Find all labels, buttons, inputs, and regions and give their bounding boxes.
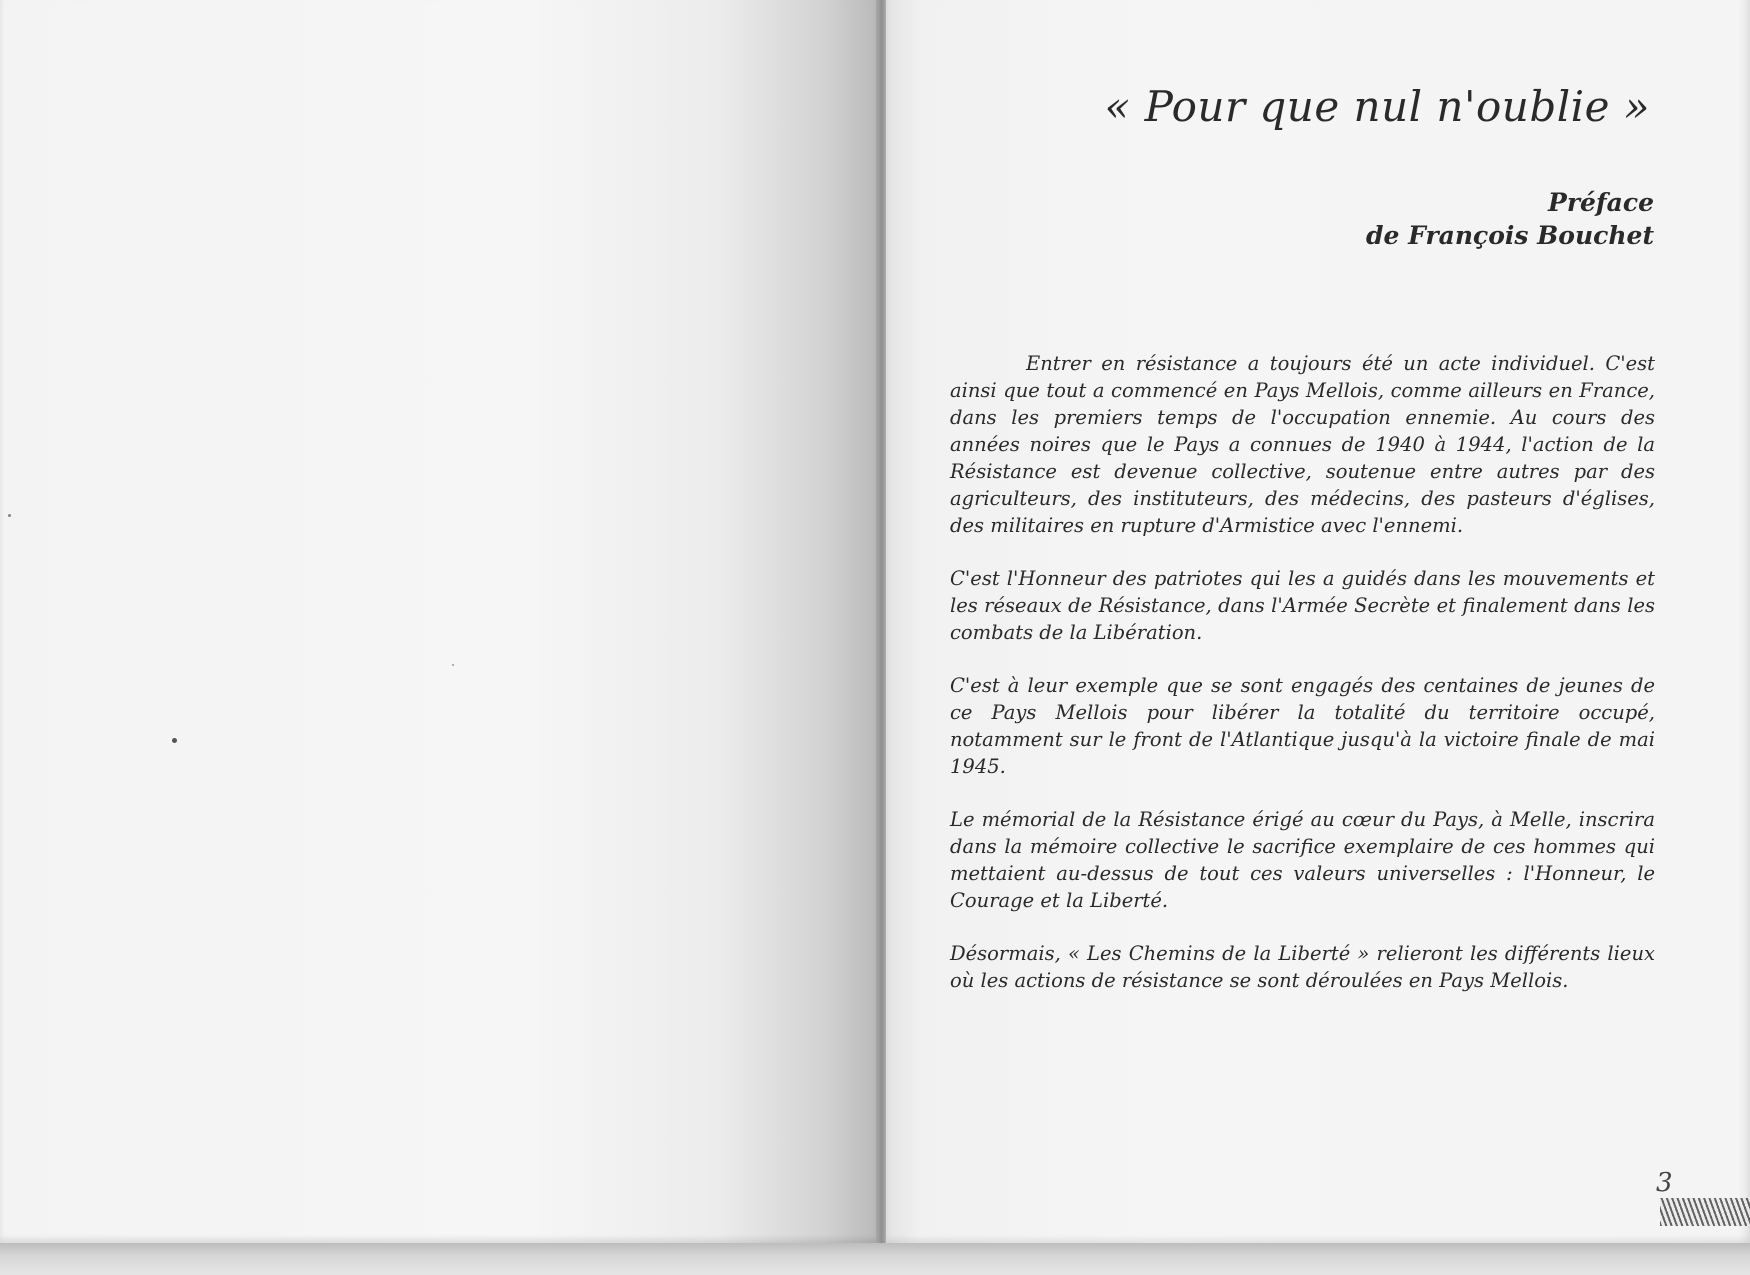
paragraph: Désormais, « Les Chemins de la Liberté » relieront les différents lieux où les actions de résistance se sont déroulées en Pays Mellois. <box>950 942 1655 992</box>
preface-heading <box>1366 186 1654 252</box>
paragraph: C'est à leur exemple que se sont engagés des centaines de jeunes de ce Pays Mellois pour libérer la totalité du territoire occupé, notamment sur le front de l'Atlantique jusqu'à la victoire finale de mai 1945. <box>950 674 1655 778</box>
left-page-blank <box>0 0 878 1243</box>
paragraph: Entrer en résistance a toujours été un acte individuel. C'est ainsi que tout a commencé en Pays Mellois, comme ailleurs en France, dans les premiers temps de l'occupation ennemie. Au cours des années noires que le Pays a connues de 1940 à 1944, l'action de la Résistance est devenue collective, soutenue entre autres par des agriculteurs, des instituteurs, des médecins, des pasteurs d'églises, des militaires en rupture d'Armistice avec l'ennemi. <box>950 352 1655 537</box>
scanner-bottom-edge <box>0 1243 1750 1275</box>
page-edge-shadow <box>1738 0 1750 1243</box>
paper-speck <box>172 738 177 743</box>
paper-speck <box>8 514 11 517</box>
page-title: « Pour que nul n'oublie » <box>1104 82 1650 131</box>
paragraph: Le mémorial de la Résistance érigé au cœur du Pays, à Melle, inscrira dans la mémoire collective le sacrifice exemplaire de ces hommes qui mettaient au-dessus de tout ces valeurs universelles : l'Honneur, le Courage et la Liberté. <box>950 808 1655 912</box>
preface-author: de François Bouchet <box>1366 221 1654 250</box>
page-number: 3 <box>1656 1168 1673 1198</box>
preface-label: Préface <box>1548 188 1654 217</box>
paper-speck <box>452 664 454 666</box>
scanner-edge-artifact <box>1660 1198 1750 1226</box>
paragraph: C'est l'Honneur des patriotes qui les a guidés dans les mouvements et les réseaux de Résistance, dans l'Armée Secrète et finalement dans les combats de la Libération. <box>950 567 1655 644</box>
preface-body <box>950 350 1655 1020</box>
